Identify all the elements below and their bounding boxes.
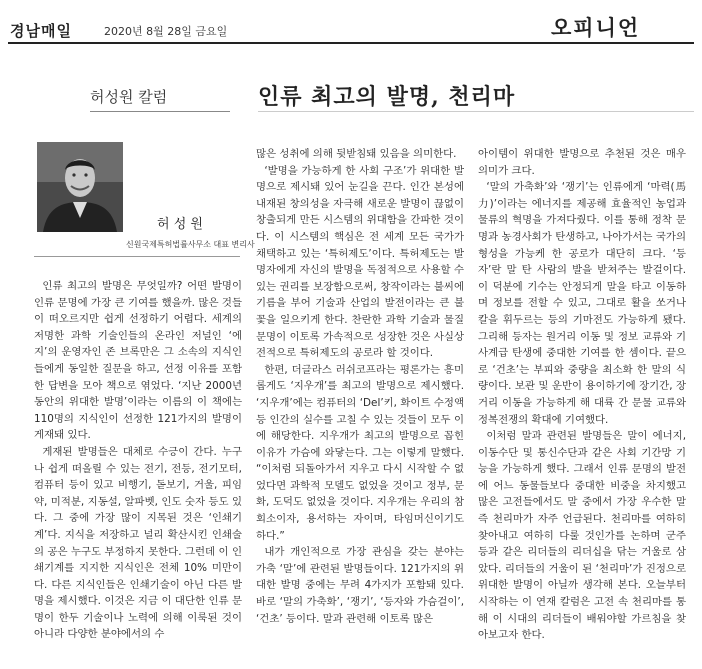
article-column-3: [478, 146, 686, 644]
article-column-2: [256, 146, 464, 627]
paragraph: 아이템이 위대한 발명으로 추천된 것은 매우 의미가 크다.: [478, 148, 686, 177]
paragraph: 이처럼 말과 관련된 발명들은 말이 에너지, 이동수단 및 통신수단과 같은 사회 기간망 기능을 가능하게 했다. 그래서 인류 문명의 발전에 어느 동물들보다 중대한 비중을 차지했고 많은 고전들에서도 말 중에서 가장 우수한 말 즉 천리마가 자주 언급된다. 천리마를 여하히 찾아내고 여하히 다룰 것인가를 논하며 군주 등과 같은 리더들의 리더십을 닦는 거울로 삼았다. 리더들의 거울이 된 ‘천리마’가 진정으로 위대한 발명이 아닐까 생각해 본다. 오늘부터 시작하는 이 연재 칼럼은 고전 속 천리마를 통해 이 시대의 리더들이 배워야할 가르침을 찾아보고자 한다.: [478, 430, 686, 642]
masthead: [0, 0, 702, 44]
paragraph: 인류 최고의 발명은 무엇일까? 어떤 발명이 인류 문명에 가장 큰 기여를 했을까. 많은 것들이 떠오르지만 쉽게 선정하기 어렵다. 세계의 저명한 과학 기술인들의 온라인 저널인 ‘에지’의 운영자인 존 브록만은 그 소속의 지식인들에게 동일한 질문을 하고, 선정 이유를 포함한 답변을 모아 책으로 엮었다. ‘지난 2000년 동안의 위대한 발명’이라는 이름의 이 책에는 110명의 지식인이 선정한 121가지의 발명이 게재돼 있다.: [34, 280, 242, 442]
paragraph: 한편, 더글라스 러쉬코프라는 평론가는 흥미롭게도 ‘지우개’를 최고의 발명으로 제시했다. ‘지우개’에는 컴퓨터의 ‘Del’키, 화이트 수정액 등 인간의 실수를 고칠 수 있는 것들이 모두 이에 해당한다. 지우개가 최고의 발명으로 꼽힌 이유가 가슴에 와닿는다. 그는 이렇게 말했다. “이처럼 되돌아가서 지우고 다시 시작할 수 없었다면 과학적 모델도 없었을 것이고 정부, 문화, 도덕도 없었을 것이다. 지우개는 우리의 참회소이자, 용서하는 자이며, 타임머신이기도 하다.”: [256, 363, 464, 542]
column-label-divider: [90, 111, 230, 112]
author-divider: [34, 256, 240, 257]
article-headline: 인류 최고의 발명, 천리마: [258, 84, 516, 110]
section-title: 오피니언: [551, 16, 641, 40]
newspaper-name: 경남매일: [10, 22, 72, 40]
paragraph: 많은 성취에 의해 뒷받침돼 있음을 의미한다.: [256, 148, 457, 160]
author-photo-image: [37, 142, 123, 232]
author-name: 허 성 원: [157, 217, 203, 232]
paragraph: 내가 개인적으로 가장 관심을 갖는 분야는 가축 ‘말’에 관련된 발명들이다. 121가지의 위대한 발명 중에는 무려 4가지가 포함돼 있다. 바로 ‘말의 가축화’, ‘쟁기’, ‘등자와 가슴걸이’, ‘건초’ 등이다. 말과 관련해 이토록 많은: [256, 546, 464, 625]
paragraph: 게재된 발명들은 대체로 수긍이 간다. 누구나 쉽게 떠올릴 수 있는 전기, 전등, 전기모터, 컴퓨터 등이 있고 비행기, 돋보기, 거울, 피임약, 미적분, 지동설, 알파벳, 인도 숫자 등도 있다. 그 중에 가장 많이 지목된 것은 ‘인쇄기계’다. 지식을 저장하고 널리 확산시킨 인쇄술의 공은 누구도 부정하지 못한다. 그런데 이 인쇄기계를 지지한 지식인은 전체 10% 미만이다. 다른 지식인들은 인쇄기술이 아닌 다른 발명을 제시했다. 이것은 지금 이 대단한 인류 문명이 한두 기술이나 노력에 의해 이룩된 것이 아니라 다양한 분야에서의 수: [34, 445, 242, 641]
publication-date: 2020년 8월 28일 금요일: [104, 25, 228, 38]
paragraph: ‘말의 가축화’와 ‘쟁기’는 인류에게 ‘마력(馬力)’이라는 에너지를 제공해 효율적인 농업과 물류의 혁명을 가져다줬다. 이를 통해 정착 문명과 농경사회가 탄생하고, 나아가서는 국가의 형성을 가능케 한 공로가 대단히 크다. ‘등자’란 말 탄 사람의 발을 받쳐주는 발걸이다. 이 덕분에 기수는 안정되게 말을 타고 이동하며 정보를 전할 수 있고, 그대로 활을 쏘거나 칼을 휘두르는 등의 기마전도 가능하게 됐다. 그리해 등자는 원거리 이동 및 정보 교류와 기사계급 탄생에 중대한 기여를 한 셈이다. 끝으로 ‘건초’는 부피와 중량을 최소화 한 말의 식량이다. 보관 및 운반이 용이하기에 장기간, 장거리 이동을 가능하게 해 대륙 간 문물 교류와 정복전쟁의 확대에 기여했다.: [478, 181, 686, 426]
author-title: 신원국제특허법률사무소 대표 변리사: [126, 240, 255, 249]
headline-divider: [258, 111, 694, 112]
paragraph: ‘발명을 가능하게 한 사회 구조’가 위대한 발명으로 제시돼 있어 눈길을 끈다. 인간 본성에 내재된 창의성을 자극해 새로운 발명이 끊없이 창출되게 만든 시스템의 위대함을 간파한 것이다. 이 시스템의 핵심은 전 세계 모든 국가가 채택하고 있는 ‘특허제도’이다. 특허제도는 발명자에게 자신의 발명을 독점적으로 사용할 수 있는 권리를 보장함으로써, 창작이라는 불씨에 기름을 부어 기술과 산업의 발전이라는 큰 불꽃을 일으키게 한다. 찬란한 과학 기술과 물질 문명이 이토록 가속적으로 성장한 것은 사실상 전적으로 특허제도의 공로라 할 것이다.: [256, 164, 464, 360]
article-column-1: [34, 278, 242, 643]
author-photo: [37, 142, 123, 232]
column-label: 허성원 칼럼: [90, 88, 168, 106]
masthead-divider: [8, 42, 694, 44]
